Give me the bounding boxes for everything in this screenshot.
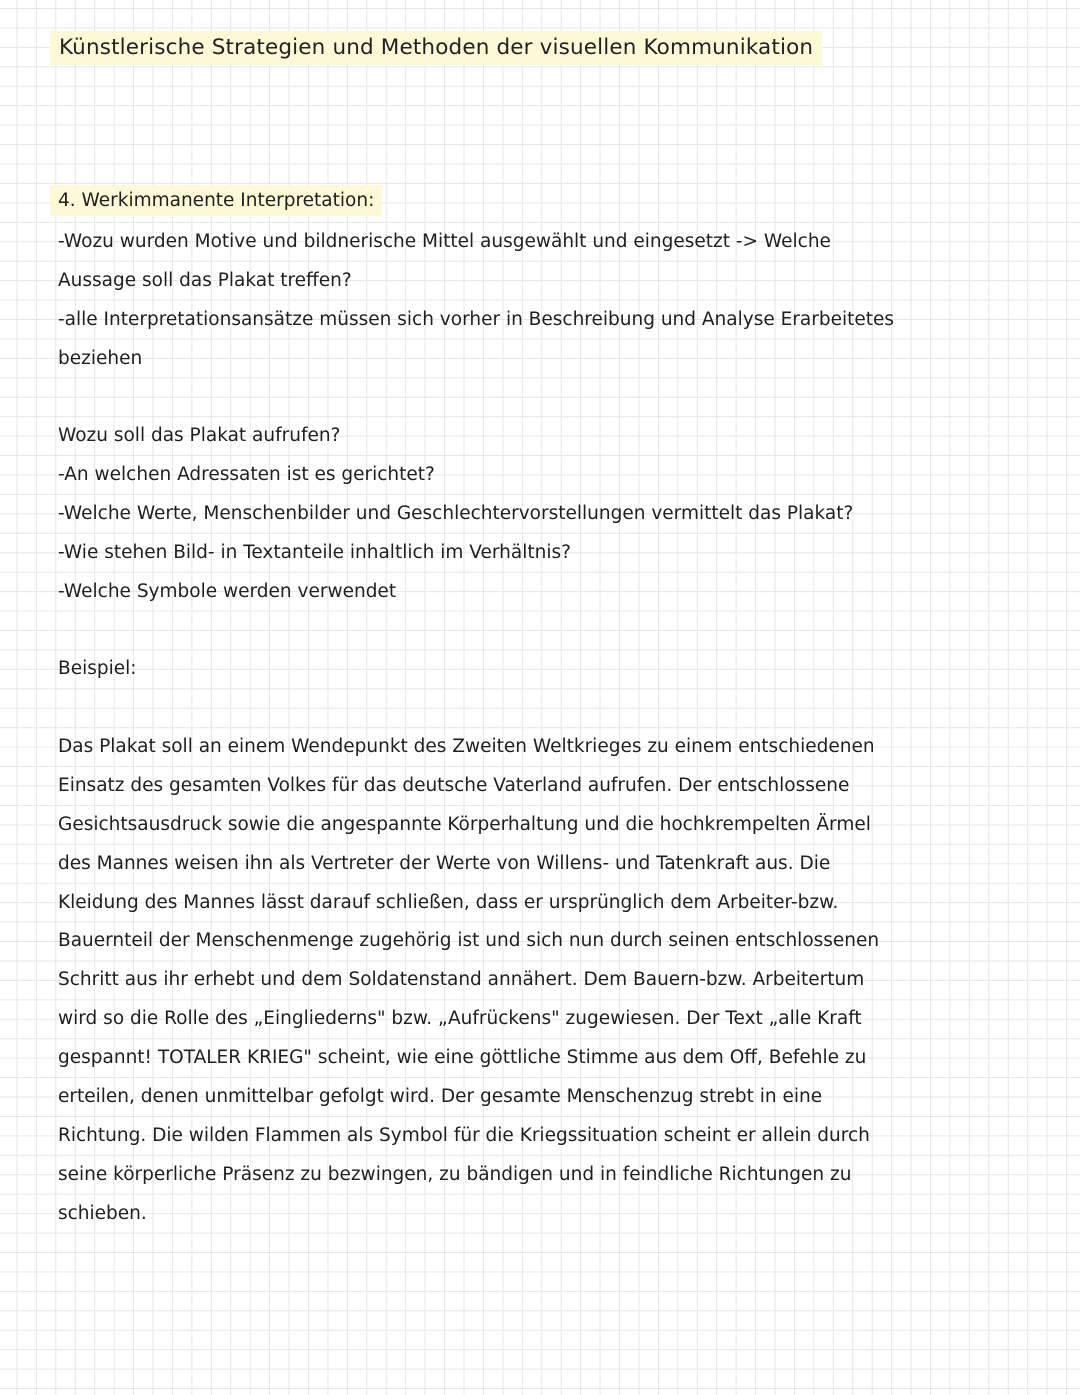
example-line: Schritt aus ihr erhebt und dem Soldatenstand annähert. Dem Bauern-bzw. Arbeitertum — [58, 969, 865, 991]
example-line: erteilen, denen unmittelbar gefolgt wird. Der gesamte Menschenzug strebt in eine — [58, 1086, 823, 1108]
example-line: wird so die Rolle des „Eingliederns" bzw. „Aufrückens" zugewiesen. Der Text „alle Kraft — [58, 1008, 862, 1030]
example-line: gespannt! TOTALER KRIEG" scheint, wie eine göttliche Stimme aus dem Off, Befehle zu — [58, 1047, 867, 1069]
section-line: beziehen — [58, 347, 143, 369]
section-line: -alle Interpretationsansätze müssen sich vorher in Beschreibung und Analyse Erarbeitetes — [58, 308, 895, 330]
questions-heading: Wozu soll das Plakat aufrufen? — [58, 425, 341, 446]
example-line: des Mannes weisen ihn als Vertreter der Werte von Willens- und Tatenkraft aus. Die — [58, 852, 831, 874]
example-label: Beispiel: — [58, 658, 137, 679]
section-line: Aussage soll das Plakat treffen? — [58, 269, 352, 291]
section-line: -Wozu wurden Motive und bildnerische Mittel ausgewählt und eingesetzt -> Welche — [58, 231, 831, 252]
question-item: -An welchen Adressaten ist es gerichtet? — [58, 463, 435, 485]
question-item: -Welche Werte, Menschenbilder und Geschlechtervorstellungen vermittelt das Plakat? — [58, 502, 854, 524]
question-item: -Wie stehen Bild- in Textanteile inhaltlich im Verhältnis? — [58, 541, 571, 563]
example-line: Das Plakat soll an einem Wendepunkt des Zweiten Weltkrieges zu einem entschiedenen — [58, 736, 875, 757]
section-body — [58, 223, 894, 379]
example-line: Richtung. Die wilden Flammen als Symbol für die Kriegssituation scheint er allein durch — [58, 1124, 870, 1146]
example-label-block — [58, 650, 137, 689]
example-line: Gesichtsausdruck sowie die angespannte Körperhaltung und die hochkrempelten Ärmel — [58, 813, 871, 835]
section-heading: 4. Werkimmanente Interpretation: — [50, 185, 382, 216]
example-paragraph — [58, 728, 879, 1234]
question-item: -Welche Symbole werden verwendet — [58, 580, 397, 602]
example-line: Bauernteil der Menschenmenge zugehörig ist und sich nun durch seinen entschlossenen — [58, 930, 880, 952]
example-line: schieben. — [58, 1202, 147, 1224]
example-line: Einsatz des gesamten Volkes für das deutsche Vaterland aufrufen. Der entschlossene — [58, 774, 850, 796]
questions-block — [58, 417, 853, 611]
example-line: Kleidung des Mannes lässt darauf schließen, dass er ursprünglich dem Arbeiter-bzw. — [58, 891, 839, 913]
page-title: Künstlerische Strategien und Methoden der visuellen Kommunikation — [50, 31, 822, 65]
example-line: seine körperliche Präsenz zu bezwingen, zu bändigen und in feindliche Richtungen zu — [58, 1163, 852, 1185]
